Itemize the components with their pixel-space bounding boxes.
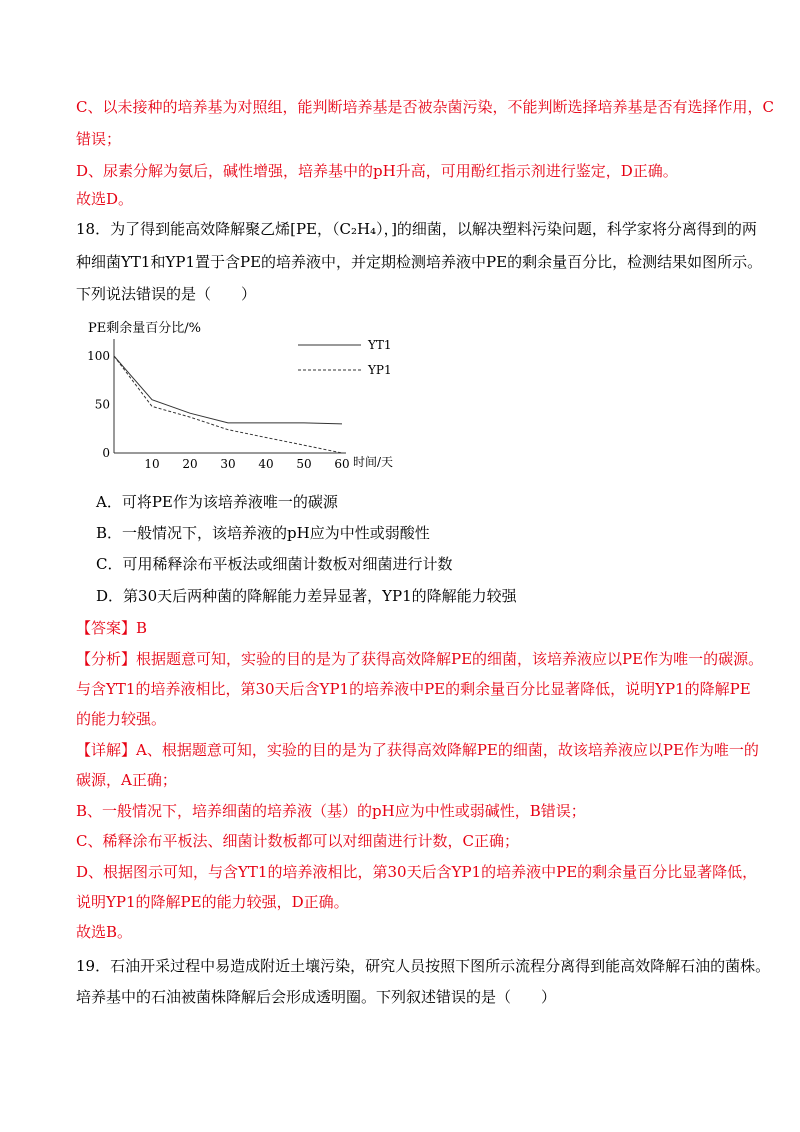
- q18-detail-line2: 碳源，A正确；: [76, 771, 177, 789]
- x-tick-label: 20: [182, 457, 198, 471]
- q18-stem-line1: 18．为了得到能高效降解聚乙烯[PE，（C₂H₄），]的细菌，以解决塑料污染问题，科学家将分离得到的两: [76, 220, 757, 238]
- x-axis-label: 时间/天: [353, 455, 394, 469]
- prev-option-d: D、尿素分解为氨后，碱性增强，培养基中的pH升高，可用酚红指示剂进行鉴定，D正确。: [76, 162, 678, 180]
- q18-option-b: B．一般情况下，该培养液的pH应为中性或弱酸性: [96, 524, 430, 542]
- x-tick-label: 30: [220, 457, 236, 471]
- q18-analysis-line3: 的能力较强。: [76, 710, 167, 728]
- q18-answer: 【答案】B: [76, 619, 148, 637]
- q18-detail-line1: 【详解】A、根据题意可知，实验的目的是为了获得高效降解PE的细菌，故该培养液应以PE作为唯一的: [76, 741, 759, 759]
- q18-option-a: A．可将PE作为该培养液唯一的碳源: [96, 493, 338, 511]
- series-line-yp1: [114, 356, 342, 453]
- y-tick-label: 50: [94, 397, 110, 412]
- q18-detail-line4: C、稀释涂布平板法、细菌计数板都可以对细菌进行计数，C正确；: [76, 832, 519, 850]
- legend-label-yp1: YP1: [368, 363, 392, 377]
- q18-stem-line3: 下列说法错误的是（ ）: [76, 285, 257, 303]
- q18-analysis-line2: 与含YT1的培养液相比，第30天后含YP1的培养液中PE的剩余量百分比显著降低，说明YP1的降解PE: [76, 680, 751, 698]
- q19-stem-line2: 培养基中的石油被菌株降解后会形成透明圈。下列叙述错误的是（ ）: [76, 988, 557, 1006]
- q18-detail-line6: 说明YP1的降解PE的能力较强，D正确。: [76, 893, 349, 911]
- y-tick-label: 0: [102, 446, 110, 460]
- pe-remaining-chart: [76, 312, 436, 477]
- q18-option-d: D．第30天后两种菌的降解能力差异显著，YP1的降解能力较强: [96, 587, 517, 605]
- q19-stem-line1: 19．石油开采过程中易造成附近土壤污染，研究人员按照下图所示流程分离得到能高效降解石油的菌株。: [76, 957, 771, 975]
- series-line-yt1: [114, 356, 342, 424]
- x-tick-label: 40: [258, 457, 274, 471]
- q18-analysis-line1: 【分析】根据题意可知，实验的目的是为了获得高效降解PE的细菌，该培养液应以PE作为唯一的碳源。: [76, 650, 764, 668]
- q18-option-c: C．可用稀释涂布平板法或细菌计数板对细菌进行计数: [96, 555, 453, 573]
- y-axis-label: PE剩余量百分比/%: [88, 321, 201, 336]
- q18-stem-line2: 种细菌YT1和YP1置于含PE的培养液中，并定期检测培养液中PE的剩余量百分比，检测结果如图所示。: [76, 253, 763, 271]
- prev-option-c-line1: C、以未接种的培养基为对照组，能判断培养基是否被杂菌污染，不能判断选择培养基是否有选择作用，C: [76, 98, 774, 116]
- x-tick-label: 10: [144, 457, 160, 471]
- prev-conclusion: 故选D。: [76, 190, 134, 208]
- x-tick-label: 60: [334, 457, 350, 471]
- q18-detail-line5: D、根据图示可知，与含YT1的培养液相比，第30天后含YP1的培养液中PE的剩余量百分比显著降低，: [76, 863, 758, 881]
- q18-detail-line3: B、一般情况下，培养细菌的培养液（基）的pH应为中性或弱碱性，B错误；: [76, 802, 586, 820]
- legend-label-yt1: YT1: [368, 338, 392, 352]
- q18-conclusion: 故选B。: [76, 923, 133, 941]
- x-tick-label: 50: [296, 457, 312, 471]
- prev-option-c-line2: 错误；: [76, 130, 122, 148]
- y-tick-label: 100: [87, 349, 110, 363]
